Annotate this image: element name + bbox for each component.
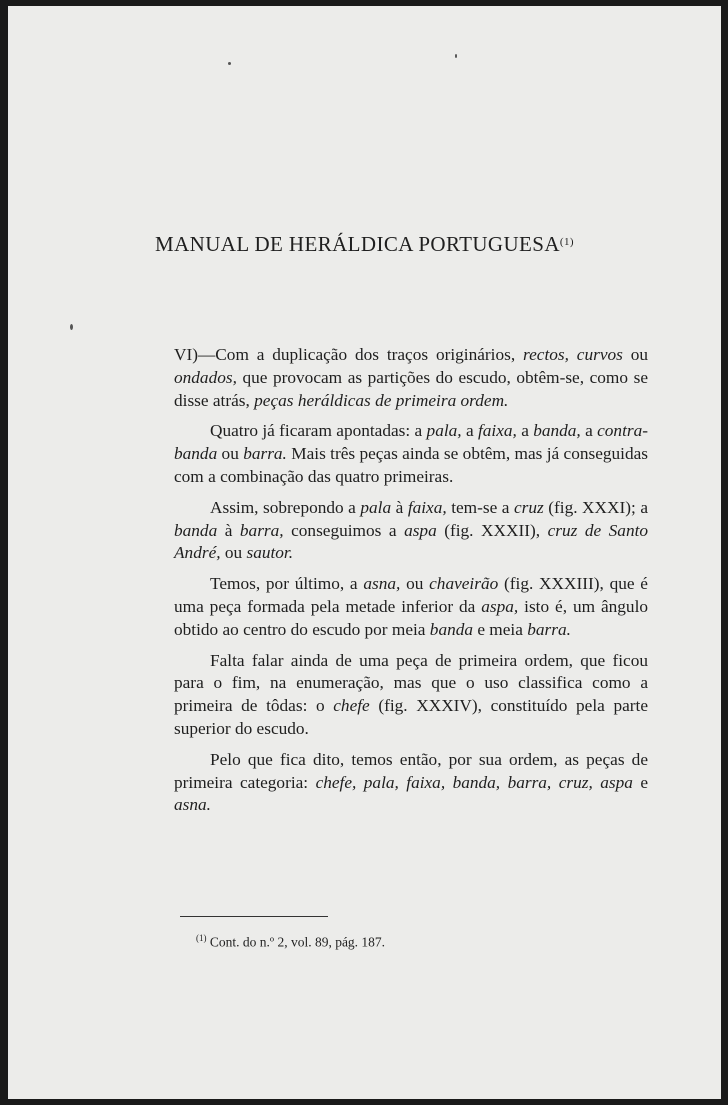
italic-term: barra,	[239, 520, 284, 540]
print-speck	[228, 62, 231, 65]
text-run: ou	[220, 543, 247, 563]
italic-term: contra-banda	[174, 421, 648, 464]
italic-term: barra.	[527, 619, 571, 639]
text-run: Mais três peças ainda se obtêm, mas já conseguidas com a combinação das quatro primeiras.	[174, 444, 649, 486]
text-run: a	[516, 421, 534, 441]
text-run: isto é, um ângulo obtido ao centro do escudo por meia	[174, 596, 649, 639]
text-run: Assim, sobrepondo a	[210, 497, 361, 517]
footnote	[196, 933, 385, 951]
italic-term: aspa,	[481, 596, 519, 616]
text-run: tem-se a	[446, 497, 514, 517]
italic-term: sautor.	[246, 543, 294, 563]
paragraph	[174, 344, 648, 412]
italic-term: chefe	[333, 696, 370, 716]
print-speck	[70, 324, 73, 330]
text-run: ou	[400, 574, 430, 594]
italic-term: banda	[174, 520, 218, 540]
text-run: Pelo que fica dito, temos então, por sua ordem, as peças de primeira categoria:	[174, 749, 648, 792]
italic-term: asna.	[174, 795, 211, 815]
text-run: (fig. XXXIII), que é uma peça formada pela metade inferior da	[174, 574, 648, 616]
italic-term: aspa	[404, 520, 437, 540]
footnote-marker: (1)	[196, 933, 207, 943]
title-text: MANUAL DE HERÁLDICA PORTUGUESA	[155, 232, 560, 256]
italic-term: pala,	[426, 421, 462, 441]
italic-term: asna,	[363, 574, 401, 594]
text-run: ou	[622, 345, 648, 364]
italic-term: pala	[360, 497, 392, 517]
italic-term: chefe, pala, faixa, banda, barra, cruz, aspa	[315, 772, 633, 792]
italic-term: faixa,	[407, 497, 447, 517]
paragraph	[174, 650, 648, 741]
italic-term: barra.	[243, 444, 287, 464]
print-speck	[455, 54, 457, 58]
italic-term: peças heráldicas de primeira ordem.	[254, 390, 509, 410]
title-footnote-marker: (1)	[559, 236, 574, 248]
text-run: ou	[217, 444, 244, 464]
page-title	[8, 232, 721, 257]
italic-term: ondados,	[174, 367, 237, 387]
text-run: Quatro já ficaram apontadas: a	[210, 421, 427, 441]
text-run: a	[461, 421, 478, 441]
paragraph	[174, 749, 648, 817]
text-run: Falta falar ainda de uma peça de primeira ordem, que ficou para o fim, na enumeração, mas que o uso classifica como a primeira de tôdas: o	[174, 650, 648, 716]
text-run: à	[391, 497, 408, 517]
footnote-text: Cont. do n.º 2, vol. 89, pág. 187.	[206, 934, 386, 950]
italic-term: faixa,	[477, 421, 517, 441]
text-run: a	[580, 421, 598, 441]
text-run: VI)—Com a duplicação dos traços originários,	[174, 345, 524, 364]
italic-term: banda,	[533, 421, 581, 441]
italic-term: cruz	[513, 497, 544, 517]
paragraph	[174, 497, 648, 565]
text-run: que provocam as partições do escudo, obtêm-se, como se disse atrás,	[174, 367, 648, 410]
footnote-rule	[180, 916, 328, 917]
italic-term: cruz de Santo André,	[174, 520, 649, 563]
text-run: e	[632, 772, 649, 792]
italic-term: banda	[429, 619, 473, 639]
italic-term: chaveirão	[429, 574, 499, 594]
text-run: à	[217, 520, 240, 540]
text-run: (fig. XXXI); a	[543, 497, 649, 517]
italic-term: rectos, curvos	[523, 345, 623, 364]
text-run: (fig. XXXIV), constituído pela parte superior do escudo.	[174, 696, 648, 738]
document-page	[8, 6, 721, 1099]
paragraph	[174, 573, 648, 641]
text-run: e meia	[473, 619, 528, 639]
body-text	[174, 344, 648, 825]
text-run: conseguimos a	[283, 520, 405, 540]
text-run: Temos, por último, a	[210, 574, 364, 594]
paragraph	[174, 420, 648, 488]
text-run: (fig. XXXII),	[436, 520, 548, 540]
